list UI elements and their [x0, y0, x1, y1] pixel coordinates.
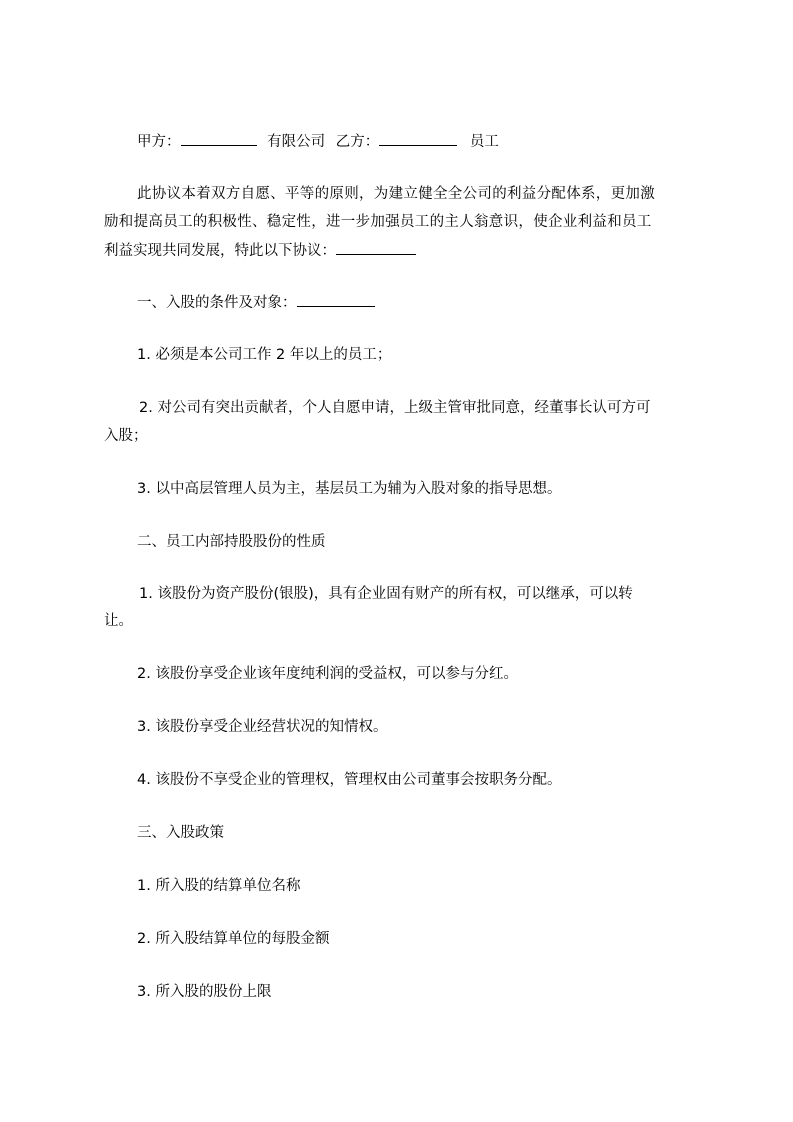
- section1-heading: 一、入股的条件及对象：: [137, 295, 297, 311]
- party-a-suffix: 有限公司: [267, 134, 326, 150]
- section3-item-1: 1. 所入股的结算单位名称: [137, 878, 301, 894]
- party-b-label: 乙方：: [335, 134, 380, 150]
- section3-item-3: 3. 所入股的股份上限: [137, 984, 272, 1000]
- intro-blank: [336, 240, 416, 255]
- intro-line-3-text: 利益实现共同发展，特此以下协议：: [104, 243, 336, 259]
- section1-item-2-line-1: 2. 对公司有突出贡献者，个人自愿申请，上级主管审批同意，经董事长认可方可: [139, 400, 651, 416]
- section2-item-1-line-2: 让。: [104, 613, 133, 629]
- intro-line-2: 励和提高员工的积极性、稳定性，进一步加强员工的主人翁意识，使企业利益和员工: [104, 214, 652, 230]
- section3-item-2: 2. 所入股结算单位的每股金额: [137, 931, 330, 947]
- section2-heading: 二、员工内部持股股份的性质: [137, 534, 326, 550]
- section1-item-3: 3. 以中高层管理人员为主，基层员工为辅为入股对象的指导思想。: [137, 481, 562, 497]
- section2-item-2: 2. 该股份享受企业该年度纯利润的受益权，可以参与分红。: [137, 666, 518, 682]
- section1-blank: [297, 292, 375, 307]
- intro-line-1: 此协议本着双方自愿、平等的原则，为建立健全全公司的利益分配体系，更加激: [137, 186, 655, 202]
- party-a-label: 甲方：: [137, 134, 181, 150]
- section2-item-1-line-1: 1. 该股份为资产股份(银股)，具有企业固有财产的所有权，可以继承，可以转: [139, 586, 633, 602]
- party-a-blank: [181, 131, 257, 146]
- section2-item-4: 4. 该股份不享受企业的管理权，管理权由公司董事会按职务分配。: [137, 772, 562, 788]
- section3-heading: 三、入股政策: [137, 825, 224, 841]
- section2-item-3: 3. 该股份享受企业经营状况的知情权。: [137, 719, 388, 735]
- intro-line-3: [104, 240, 416, 261]
- section1-item-2-line-2: 入股；: [104, 428, 148, 444]
- party-b-blank: [379, 131, 457, 146]
- section1-item-1: 1. 必须是本公司工作 2 年以上的员工；: [137, 347, 392, 363]
- party-b-suffix: 员工: [469, 134, 499, 150]
- section1-heading-line: [137, 292, 375, 313]
- parties-line: [137, 131, 499, 152]
